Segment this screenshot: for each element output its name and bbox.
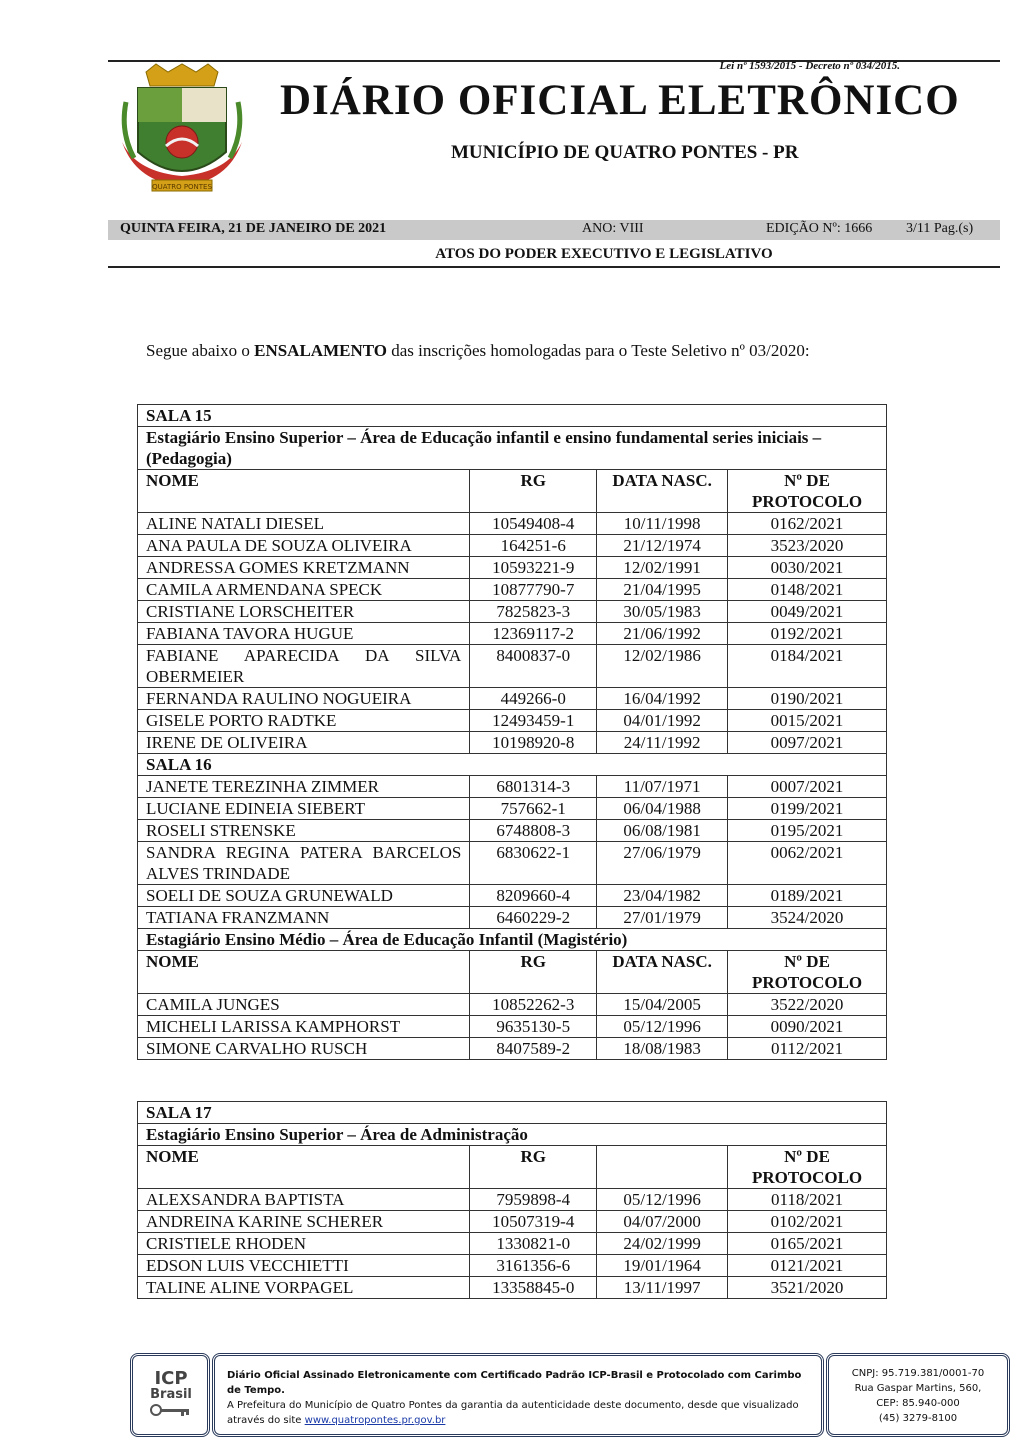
position-title: Estagiário Ensino Médio – Área de Educação Infantil (Magistério) (138, 929, 887, 951)
header-row (138, 470, 887, 513)
table-row (138, 842, 887, 885)
edition-number: EDIÇÃO Nº: 1666 (766, 221, 873, 236)
cell-rg: 12369117-2 (470, 623, 597, 645)
certification-notice-box: Diário Oficial Assinado Eletronicamente com Certificado Padrão ICP-Brasil e Protocolado com Carimbo de Tempo. A Prefeitura do Município de Quatro Pontes da garantia da autenticidade deste documento, desde que visualizado através do site www.quatropontes.pr.gov.br (212, 1353, 824, 1437)
table-row (138, 798, 887, 820)
cell-protocol: 3521/2020 (728, 1277, 887, 1299)
cell-name: SOELI DE SOUZA GRUNEWALD (138, 885, 470, 907)
cell-birth-date: 19/01/1964 (597, 1255, 728, 1277)
cell-name: JANETE TEREZINHA ZIMMER (138, 776, 470, 798)
header-nome: NOME (138, 470, 470, 513)
table-row (138, 623, 887, 645)
table-row (138, 1233, 887, 1255)
cell-name: LUCIANE EDINEIA SIEBERT (138, 798, 470, 820)
cell-protocol: 0030/2021 (728, 557, 887, 579)
table-row (138, 1016, 887, 1038)
cell-birth-date: 06/04/1988 (597, 798, 728, 820)
cell-birth-date: 05/12/1996 (597, 1189, 728, 1211)
room-sala-17: SALA 17 (138, 1102, 887, 1124)
cell-birth-date: 21/04/1995 (597, 579, 728, 601)
cell-birth-date: 12/02/1991 (597, 557, 728, 579)
table-row (138, 645, 887, 688)
cell-protocol: 3522/2020 (728, 994, 887, 1016)
cell-name: CAMILA ARMENDANA SPECK (138, 579, 470, 601)
cell-protocol: 0165/2021 (728, 1233, 887, 1255)
room-sala-16: SALA 16 (138, 754, 887, 776)
cell-protocol: 0192/2021 (728, 623, 887, 645)
cell-protocol: 0190/2021 (728, 688, 887, 710)
cell-birth-date: 23/04/1982 (597, 885, 728, 907)
table-row (138, 601, 887, 623)
cell-name: MICHELI LARISSA KAMPHORST (138, 1016, 470, 1038)
cell-protocol: 3523/2020 (728, 535, 887, 557)
certification-line: Diário Oficial Assinado Eletronicamente com Certificado Padrão ICP-Brasil e Protocolado com Carimbo de Tempo. (227, 1370, 802, 1396)
cell-protocol: 0097/2021 (728, 732, 887, 754)
room-sala-17-row (138, 1102, 887, 1124)
cell-name: ROSELI STRENSKE (138, 820, 470, 842)
cell-birth-date: 24/02/1999 (597, 1233, 728, 1255)
cell-rg: 7959898-4 (470, 1189, 597, 1211)
cell-rg: 10549408-4 (470, 513, 597, 535)
header-row (138, 1146, 887, 1189)
cell-protocol: 0121/2021 (728, 1255, 887, 1277)
room-table-sala-17 (137, 1101, 887, 1299)
cell-name: ANDRESSA GOMES KRETZMANN (138, 557, 470, 579)
cell-rg: 1330821-0 (470, 1233, 597, 1255)
table-row (138, 1189, 887, 1211)
svg-text:QUATRO PONTES: QUATRO PONTES (152, 183, 212, 191)
contact-box (826, 1353, 1010, 1437)
cell-birth-date: 24/11/1992 (597, 732, 728, 754)
cell-rg: 10852262-3 (470, 994, 597, 1016)
cell-rg: 6748808-3 (470, 820, 597, 842)
cell-rg: 3161356-6 (470, 1255, 597, 1277)
edition-info-bar (108, 220, 1000, 240)
cell-rg: 8400837-0 (470, 645, 597, 688)
cell-rg: 10877790-7 (470, 579, 597, 601)
header-rg: RG (470, 951, 597, 994)
table-row (138, 732, 887, 754)
cell-name: FABIANA TAVORA HUGUE (138, 623, 470, 645)
position-title-row (138, 1124, 887, 1146)
municipality-subtitle: MUNICÍPIO DE QUATRO PONTES - PR (451, 142, 799, 163)
cell-name: TALINE ALINE VORPAGEL (138, 1277, 470, 1299)
header-data-nasc: DATA NASC. (597, 470, 728, 513)
cell-birth-date: 04/07/2000 (597, 1211, 728, 1233)
table-row (138, 513, 887, 535)
cep: CEP: 85.940-000 (876, 1398, 960, 1409)
table-row (138, 557, 887, 579)
cell-name: ALEXSANDRA BAPTISTA (138, 1189, 470, 1211)
cell-birth-date: 04/01/1992 (597, 710, 728, 732)
cell-rg: 8209660-4 (470, 885, 597, 907)
table-row (138, 579, 887, 601)
cell-rg: 6830622-1 (470, 842, 597, 885)
room-sala-16-row (138, 754, 887, 776)
table-row (138, 776, 887, 798)
cell-birth-date: 27/01/1979 (597, 907, 728, 929)
cell-protocol: 0184/2021 (728, 645, 887, 688)
header-protocolo: Nº DE PROTOCOLO (728, 951, 887, 994)
cell-protocol: 0118/2021 (728, 1189, 887, 1211)
table-row (138, 1038, 887, 1060)
cell-birth-date: 18/08/1983 (597, 1038, 728, 1060)
cell-name: EDSON LUIS VECCHIETTI (138, 1255, 470, 1277)
cell-name: FERNANDA RAULINO NOGUEIRA (138, 688, 470, 710)
header-rg: RG (470, 1146, 597, 1189)
cell-rg: 13358845-0 (470, 1277, 597, 1299)
cell-birth-date: 12/02/1986 (597, 645, 728, 688)
address: Rua Gaspar Martins, 560, (854, 1383, 982, 1394)
website-link[interactable]: www.quatropontes.pr.gov.br (304, 1415, 446, 1426)
cell-rg: 449266-0 (470, 688, 597, 710)
cell-protocol: 0189/2021 (728, 885, 887, 907)
cell-protocol: 0199/2021 (728, 798, 887, 820)
table-row (138, 820, 887, 842)
authenticity-line: A Prefeitura do Município de Quatro Pontes da garantia da autenticidade deste documento, desde que visualizado (227, 1400, 799, 1411)
cell-name: CAMILA JUNGES (138, 994, 470, 1016)
cell-protocol: 0015/2021 (728, 710, 887, 732)
cell-name: TATIANA FRANZMANN (138, 907, 470, 929)
cell-protocol: 0049/2021 (728, 601, 887, 623)
cell-protocol: 0102/2021 (728, 1211, 887, 1233)
position-title-row (138, 929, 887, 951)
header-row (138, 951, 887, 994)
intro-paragraph: Segue abaixo o ENSALAMENTO das inscrições homologadas para o Teste Seletivo nº 03/2020: (146, 341, 810, 360)
cell-rg: 12493459-1 (470, 710, 597, 732)
cell-protocol: 0162/2021 (728, 513, 887, 535)
icp-brasil-logo: ICP Brasil (141, 1370, 201, 1426)
header-nome: NOME (138, 1146, 470, 1189)
cell-protocol: 3524/2020 (728, 907, 887, 929)
cell-name: SIMONE CARVALHO RUSCH (138, 1038, 470, 1060)
cell-rg: 10198920-8 (470, 732, 597, 754)
cell-birth-date: 11/07/1971 (597, 776, 728, 798)
cell-protocol: 0112/2021 (728, 1038, 887, 1060)
cnpj: CNPJ: 95.719.381/0001-70 (851, 1368, 985, 1379)
cell-protocol: 0195/2021 (728, 820, 887, 842)
room-sala-15-row (138, 405, 887, 427)
cell-birth-date: 13/11/1997 (597, 1277, 728, 1299)
cell-protocol: 0090/2021 (728, 1016, 887, 1038)
cell-birth-date: 05/12/1996 (597, 1016, 728, 1038)
cell-rg: 7825823-3 (470, 601, 597, 623)
cell-name: ANDREINA KARINE SCHERER (138, 1211, 470, 1233)
cell-birth-date: 21/06/1992 (597, 623, 728, 645)
icp-seal-box (130, 1353, 210, 1437)
cell-rg: 164251-6 (470, 535, 597, 557)
cell-name: ANA PAULA DE SOUZA OLIVEIRA (138, 535, 470, 557)
page-count: 3/11 Pag.(s) (906, 221, 974, 236)
header-protocolo: Nº DE PROTOCOLO (728, 470, 887, 513)
table-row (138, 885, 887, 907)
cell-birth-date: 27/06/1979 (597, 842, 728, 885)
phone: (45) 3279-8100 (878, 1413, 958, 1424)
gazette-title: DIÁRIO OFICIAL ELETRÔNICO (280, 77, 960, 124)
table-row (138, 535, 887, 557)
cell-name: CRISTIELE RHODEN (138, 1233, 470, 1255)
table-row (138, 1211, 887, 1233)
cell-rg: 6460229-2 (470, 907, 597, 929)
header-data-nasc (597, 1146, 728, 1189)
table-row (138, 1277, 887, 1299)
cell-name: CRISTIANE LORSCHEITER (138, 601, 470, 623)
table-row (138, 688, 887, 710)
cell-rg: 8407589-2 (470, 1038, 597, 1060)
cell-rg: 10593221-9 (470, 557, 597, 579)
header-nome: NOME (138, 951, 470, 994)
table-row (138, 710, 887, 732)
cell-name: IRENE DE OLIVEIRA (138, 732, 470, 754)
header-protocolo: Nº DE PROTOCOLO (728, 1146, 887, 1189)
position-title-row (138, 427, 887, 470)
header-data-nasc: DATA NASC. (597, 951, 728, 994)
cell-rg: 757662-1 (470, 798, 597, 820)
position-title: Estagiário Ensino Superior – Área de Educação infantil e ensino fundamental series iniciais – (Pedagogia) (138, 427, 887, 470)
cell-name: SANDRA REGINA PATERA BARCELOS ALVES TRINDADE (138, 842, 470, 885)
cell-rg: 6801314-3 (470, 776, 597, 798)
key-icon (149, 1403, 193, 1417)
cell-protocol: 0062/2021 (728, 842, 887, 885)
cell-birth-date: 16/04/1992 (597, 688, 728, 710)
room-table-salas-15-16 (137, 404, 887, 1060)
cell-birth-date: 21/12/1974 (597, 535, 728, 557)
cell-birth-date: 30/05/1983 (597, 601, 728, 623)
law-reference: Lei nº 1593/2015 - Decreto nº 034/2015. (719, 60, 900, 72)
cell-name: ALINE NATALI DIESEL (138, 513, 470, 535)
cell-name: GISELE PORTO RADTKE (138, 710, 470, 732)
footer (130, 1353, 1010, 1437)
cell-protocol: 0148/2021 (728, 579, 887, 601)
cell-birth-date: 06/08/1981 (597, 820, 728, 842)
year-label: ANO: VIII (582, 221, 644, 236)
cell-rg: 9635130-5 (470, 1016, 597, 1038)
municipal-crest-logo (116, 62, 248, 194)
publication-date: QUINTA FEIRA, 21 DE JANEIRO DE 2021 (120, 221, 387, 236)
table-row (138, 994, 887, 1016)
table-row (138, 1255, 887, 1277)
cell-birth-date: 15/04/2005 (597, 994, 728, 1016)
table-row (138, 907, 887, 929)
header-rg: RG (470, 470, 597, 513)
cell-birth-date: 10/11/1998 (597, 513, 728, 535)
room-sala-15: SALA 15 (138, 405, 887, 427)
cell-rg: 10507319-4 (470, 1211, 597, 1233)
cell-protocol: 0007/2021 (728, 776, 887, 798)
position-title: Estagiário Ensino Superior – Área de Administração (138, 1124, 887, 1146)
section-title: ATOS DO PODER EXECUTIVO E LEGISLATIVO (108, 246, 1000, 268)
cell-name: FABIANE APARECIDA DA SILVA OBERMEIER (138, 645, 470, 688)
